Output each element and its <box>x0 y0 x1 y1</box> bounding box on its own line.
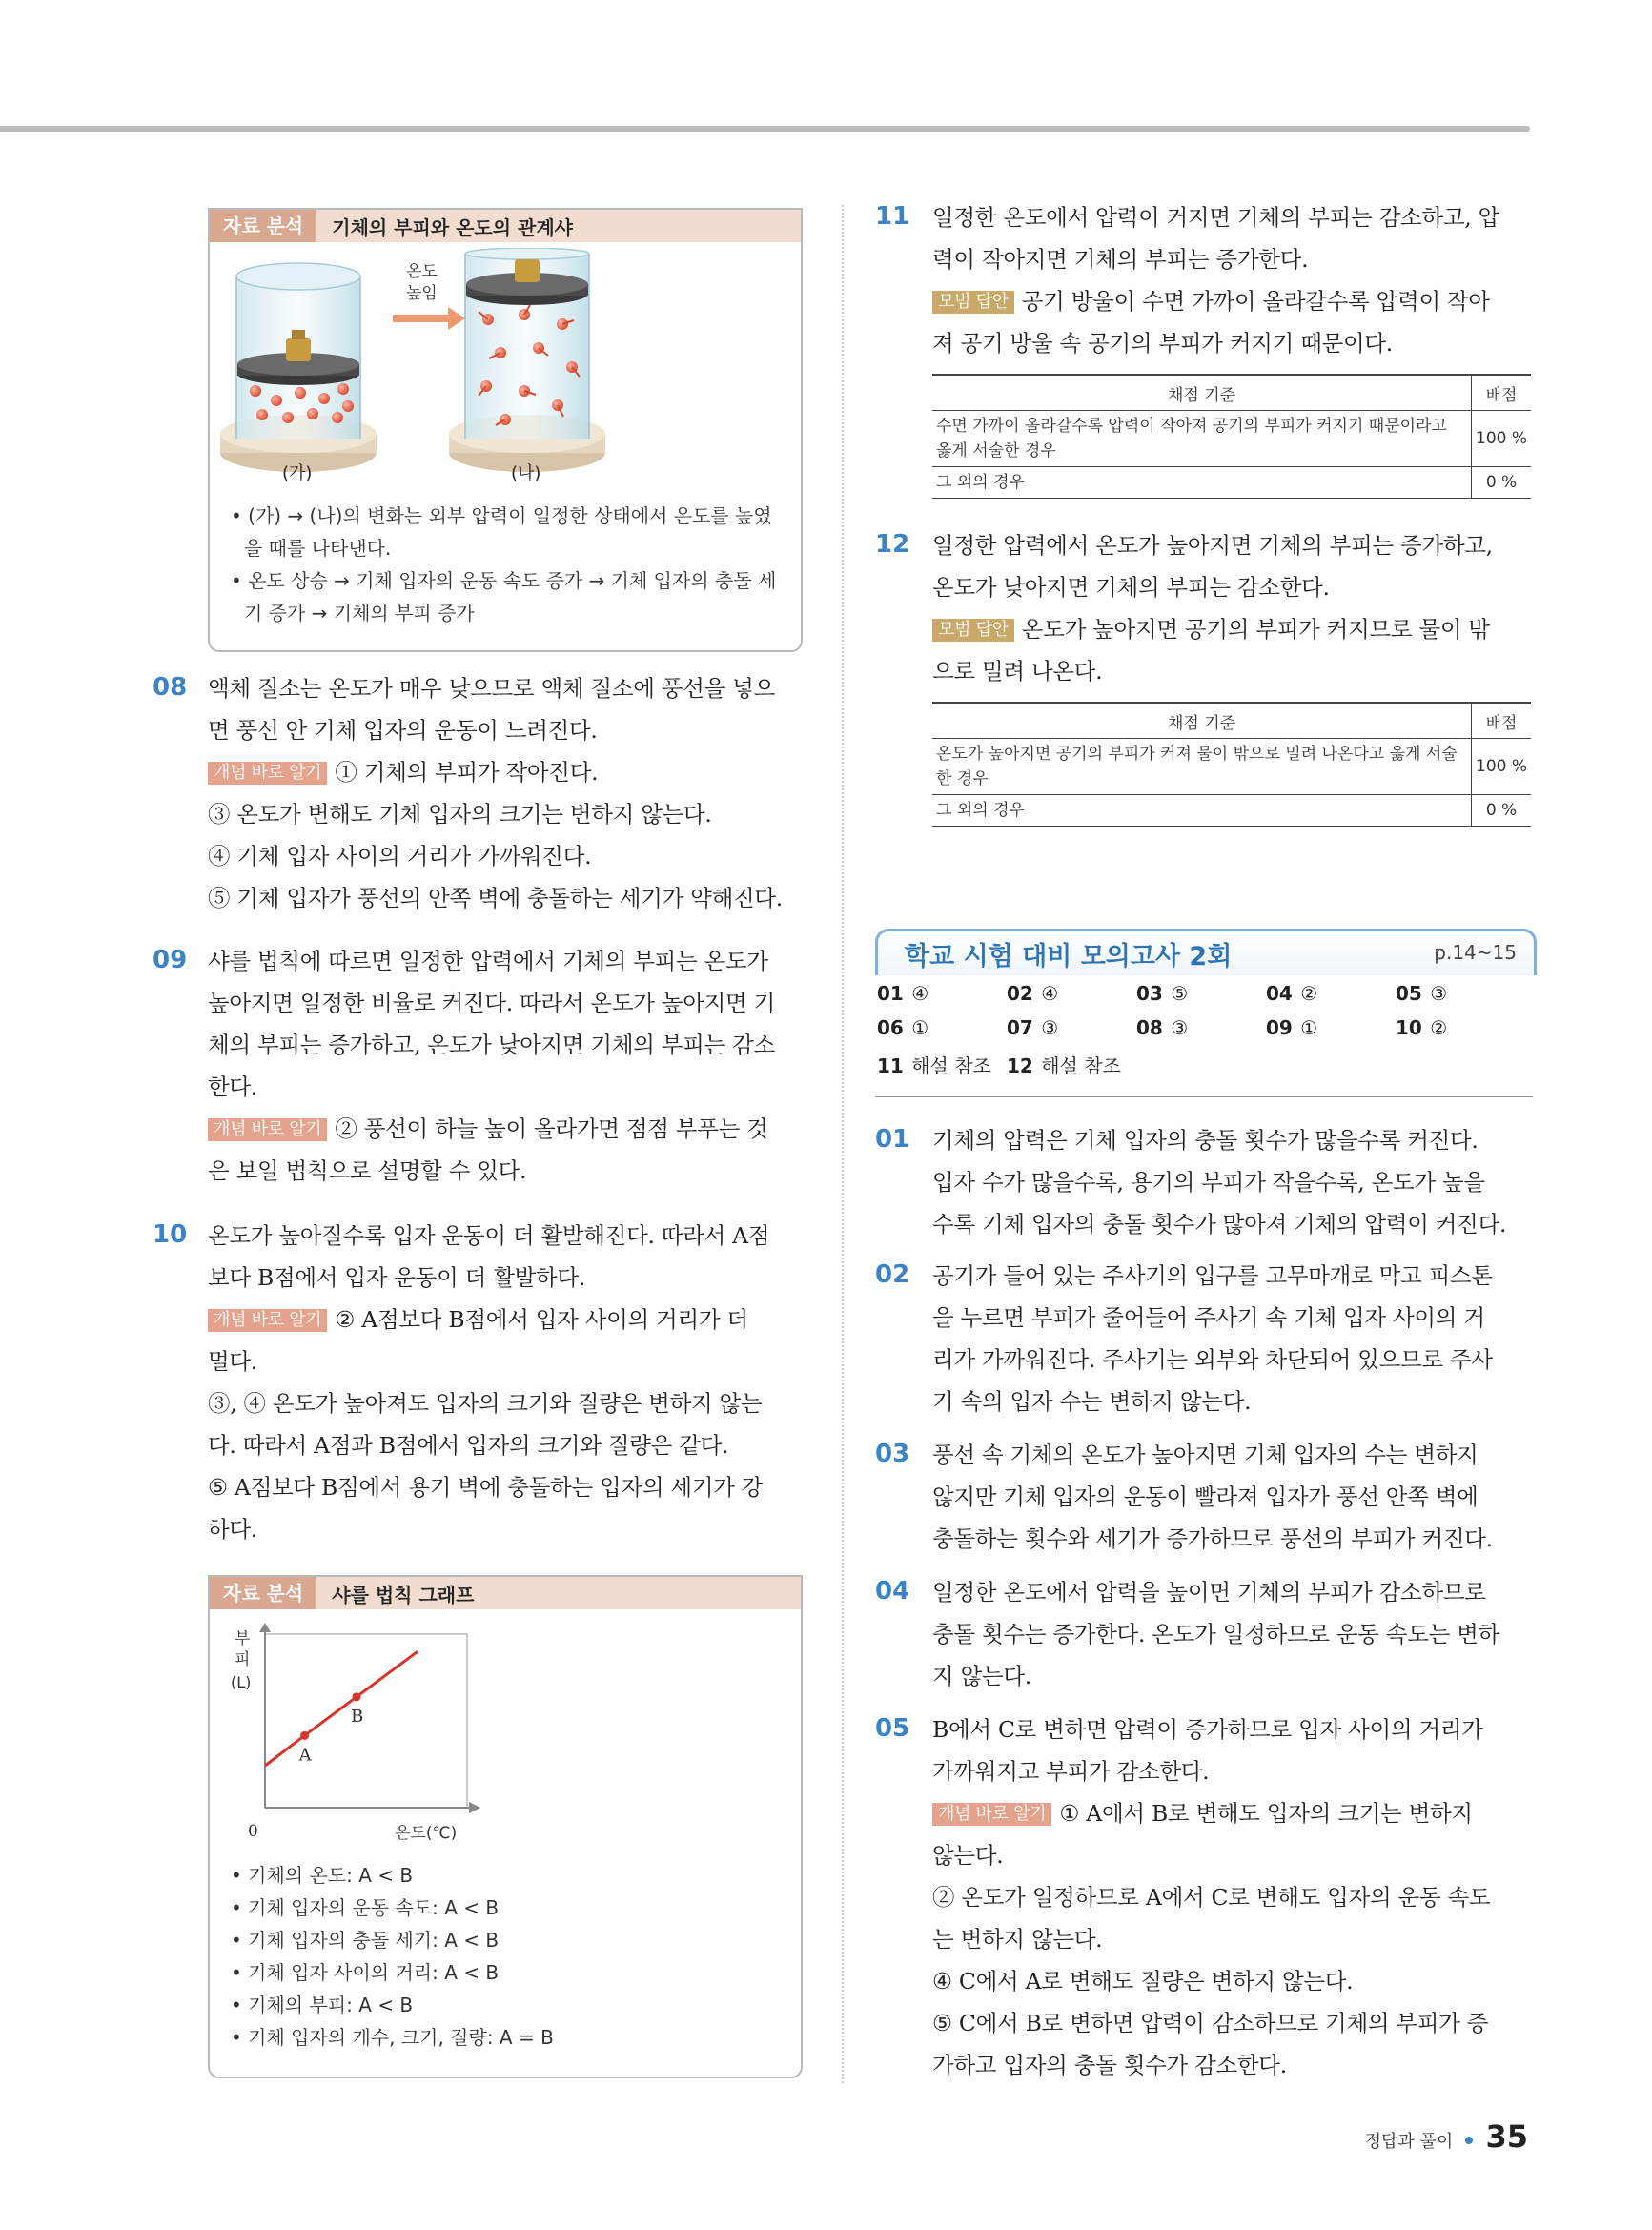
text-line: 공기가 들어 있는 주사기의 입구를 고무마개로 막고 피스톤 <box>932 1262 1493 1289</box>
criteria-header: 채점 기준 <box>932 375 1472 411</box>
model-answer-badge: 모범 답안 <box>932 619 1014 642</box>
answer-item <box>1136 1016 1188 1039</box>
question-number: 12 <box>875 530 910 559</box>
question-number: 02 <box>875 1260 910 1289</box>
concept-text: ② A점보다 B점에서 입자 사이의 거리가 더 <box>335 1306 748 1333</box>
concept-badge: 개념 바로 알기 <box>208 1309 327 1332</box>
answer-choice: 해설 참조 <box>911 1054 991 1077</box>
answer-item <box>877 982 928 1005</box>
text-line: 가까워지고 부피가 감소한다. <box>932 1758 1210 1785</box>
answer-choice: ⑤ <box>1171 982 1189 1005</box>
answer-num: 04 <box>1266 982 1293 1005</box>
data-point-a <box>300 1731 309 1740</box>
question-number: 11 <box>875 202 910 231</box>
right-arrow-icon <box>393 307 465 330</box>
answer-num: 06 <box>877 1016 904 1039</box>
bullet: • 기체의 온도: A < B <box>231 1864 414 1887</box>
text-line: 일정한 온도에서 압력이 커지면 기체의 부피는 감소하고, 압 <box>932 204 1499 231</box>
concept-badge: 개념 바로 알기 <box>932 1803 1051 1826</box>
data-point-b <box>353 1692 361 1701</box>
concept-text: 가하고 입자의 충돌 횟수가 감소한다. <box>932 2052 1287 2078</box>
text-line: 않지만 기체 입자의 운동이 빨라져 입자가 풍선 안쪽 벽에 <box>932 1483 1479 1510</box>
question-number: 08 <box>153 673 188 702</box>
concept-text: ② 온도가 일정하므로 A에서 C로 변해도 입자의 운동 속도 <box>932 1884 1491 1911</box>
footer-dot-icon <box>1465 2137 1473 2144</box>
model-text: 공기 방울이 수면 가까이 올라갈수록 압력이 작아 <box>1021 288 1490 315</box>
arrow-label-2: 높임 <box>406 284 438 303</box>
answer-num: 07 <box>1007 1016 1033 1039</box>
page-number: 35 <box>1485 2118 1528 2155</box>
y-label-3: (L) <box>231 1673 252 1691</box>
text-line: 입자 수가 많을수록, 용기의 부피가 작을수록, 온도가 높을 <box>932 1169 1485 1196</box>
question-number: 09 <box>153 946 188 974</box>
question-number: 05 <box>875 1714 910 1743</box>
model-line <box>932 280 1533 322</box>
text-line: 일정한 온도에서 압력을 높이면 기체의 부피가 감소하므로 <box>932 1579 1486 1606</box>
answer-item <box>1396 982 1447 1005</box>
model-text: 온도가 높아지면 공기의 부피가 커지므로 물이 밖 <box>1021 616 1490 643</box>
answer-item <box>877 1051 991 1078</box>
model-text: 져 공기 방울 속 공기의 부피가 커지기 때문이다. <box>932 330 1393 357</box>
grading-table-12 <box>932 702 1531 827</box>
concept-line <box>208 1108 804 1150</box>
question-number: 04 <box>875 1577 910 1606</box>
points-cell: 100 % <box>1472 739 1532 795</box>
concept-line <box>208 1299 804 1340</box>
concept-line <box>208 751 804 793</box>
concept-text: ① 기체의 부피가 작아진다. <box>335 759 599 786</box>
text-line: 일정한 압력에서 온도가 높아지면 기체의 부피는 증가하고, <box>932 532 1493 559</box>
question-08 <box>208 667 804 919</box>
answer-num: 11 <box>877 1054 904 1077</box>
label-ga: (가) <box>282 463 313 483</box>
criteria-header: 채점 기준 <box>932 703 1472 739</box>
bullet: • 온도 상승 → 기체 입자의 운동 속도 증가 → 기체 입자의 충돌 세기 증가 → 기체의 부피 증가 <box>231 569 777 624</box>
top-rule <box>0 126 1530 132</box>
question-09 <box>208 940 804 1192</box>
text-line: 충돌 횟수는 증가한다. 온도가 일정하므로 운동 속도는 변하 <box>932 1621 1499 1647</box>
point-label-b: B <box>351 1706 364 1727</box>
answer-choice: ④ <box>911 982 929 1005</box>
model-text: 으로 밀려 나온다. <box>932 658 1103 685</box>
concept-badge: 개념 바로 알기 <box>208 762 327 785</box>
section-title: 학교 시험 대비 모의고사 2회 <box>905 942 1233 972</box>
bullet: • (가) → (나)의 변화는 외부 압력이 일정한 상태에서 온도를 높였을 때를 나타낸다. <box>231 504 772 560</box>
model-line <box>932 608 1533 650</box>
section-pages: p.14~15 <box>1434 941 1517 964</box>
text-line: 리가 가까워진다. 주사기는 외부와 차단되어 있으므로 주사 <box>932 1346 1493 1373</box>
bullet: • 기체 입자 사이의 거리: A < B <box>231 1961 500 1984</box>
answer-num: 01 <box>877 982 904 1005</box>
answer-item <box>877 1016 928 1039</box>
concept-text: 않는다. <box>932 1842 1004 1869</box>
x-axis-arrow-icon <box>469 1802 480 1813</box>
answer-choice: ② <box>1430 1016 1448 1039</box>
text-line: 보다 B점에서 입자 운동이 더 활발하다. <box>208 1264 586 1291</box>
footer-label: 정답과 풀이 <box>1364 2132 1454 2152</box>
text-line: 기체의 압력은 기체 입자의 충돌 횟수가 많을수록 커진다. <box>932 1127 1479 1154</box>
explanation-03 <box>932 1434 1533 1560</box>
bullet: • 기체의 부피: A < B <box>231 1994 414 2016</box>
concept-text: ① A에서 B로 변해도 입자의 크기는 변하지 <box>1059 1800 1473 1827</box>
answer-num: 08 <box>1136 1016 1163 1039</box>
bullet: • 기체 입자의 운동 속도: A < B <box>231 1896 500 1919</box>
answer-item <box>1007 1016 1058 1039</box>
concept-text: ③ 온도가 변해도 기체 입자의 크기는 변하지 않는다. <box>208 801 712 828</box>
answer-choice: ④ <box>1041 982 1059 1005</box>
answer-num: 12 <box>1007 1054 1033 1077</box>
concept-text: 는 변하지 않는다. <box>932 1926 1103 1953</box>
y-label-1: 부 <box>235 1629 251 1648</box>
answer-num: 10 <box>1396 1016 1422 1039</box>
data-analysis-box-2 <box>208 1575 803 2078</box>
y-axis-arrow-icon <box>259 1623 271 1632</box>
grading-table-11 <box>932 374 1531 499</box>
text-line: 충돌하는 횟수와 세기가 증가하므로 풍선의 부피가 커진다. <box>932 1525 1493 1552</box>
text-line: 면 풍선 안 기체 입자의 운동이 느려진다. <box>208 717 598 744</box>
bullet: • 기체 입자의 개수, 크기, 질량: A = B <box>231 2026 554 2049</box>
column-divider <box>842 205 844 2083</box>
text-line: 지 않는다. <box>932 1663 1031 1689</box>
points-header: 배점 <box>1472 375 1532 411</box>
box-tag: 자료 분석 <box>210 210 316 242</box>
answer-choice: ② <box>1300 982 1318 1005</box>
answer-num: 03 <box>1136 982 1163 1005</box>
charles-law-graph <box>227 1621 513 1846</box>
question-11 <box>932 196 1533 364</box>
explanation-02 <box>932 1255 1533 1422</box>
text-line: 한다. <box>208 1074 257 1100</box>
origin-label: 0 <box>248 1822 258 1841</box>
box-header <box>210 210 801 242</box>
box-tag: 자료 분석 <box>210 1577 316 1609</box>
answer-choice: ③ <box>1430 982 1448 1005</box>
criteria-cell: 그 외의 경우 <box>932 467 1472 499</box>
text-line: 온도가 낮아지면 기체의 부피는 감소한다. <box>932 574 1330 601</box>
label-na: (나) <box>511 463 541 483</box>
concept-text: ⑤ 기체 입자가 풍선의 안쪽 벽에 충돌하는 세기가 약해진다. <box>208 885 783 911</box>
concept-text: ② 풍선이 하늘 높이 올라가면 점점 부푸는 것 <box>335 1115 768 1142</box>
section-rule <box>875 1096 1533 1097</box>
concept-text: ⑤ C에서 B로 변하면 압력이 감소하므로 기체의 부피가 증 <box>932 2010 1489 2036</box>
question-10 <box>208 1215 804 1550</box>
answer-choice: ③ <box>1041 1016 1059 1039</box>
answer-num: 02 <box>1007 982 1033 1005</box>
points-cell: 0 % <box>1472 467 1532 499</box>
answer-num: 09 <box>1266 1016 1293 1039</box>
cylinder-ga <box>220 263 377 472</box>
text-line: 기 속의 입자 수는 변하지 않는다. <box>932 1388 1252 1415</box>
question-number: 10 <box>153 1220 188 1249</box>
box-header <box>210 1577 801 1609</box>
data-analysis-box-1 <box>208 208 803 652</box>
text-line: 액체 질소는 온도가 매우 낮으므로 액체 질소에 풍선을 넣으 <box>208 675 775 702</box>
answer-item <box>1266 982 1317 1005</box>
explanation-04 <box>932 1571 1533 1697</box>
cylinder-na <box>449 248 605 472</box>
answer-item <box>1266 1016 1317 1039</box>
concept-text: ④ 기체 입자 사이의 거리가 가까워진다. <box>208 843 592 869</box>
text-line: 풍선 속 기체의 온도가 높아지면 기체 입자의 수는 변하지 <box>932 1442 1479 1468</box>
box-title: 기체의 부피와 온도의 관계샤 <box>332 215 573 239</box>
answer-choice: 해설 참조 <box>1041 1054 1121 1077</box>
y-label-2: 피 <box>235 1650 251 1669</box>
x-label: 온도(℃) <box>395 1824 458 1843</box>
text-line: 력이 작아지면 기체의 부피는 증가한다. <box>932 246 1309 273</box>
concept-text: 은 보일 법칙으로 설명할 수 있다. <box>208 1157 527 1184</box>
point-label-a: A <box>298 1745 312 1766</box>
concept-text: 하다. <box>208 1516 257 1543</box>
cylinder-illustration <box>210 248 797 496</box>
question-12 <box>932 524 1533 692</box>
model-answer-badge: 모범 답안 <box>932 291 1014 314</box>
answer-item <box>1136 982 1188 1005</box>
concept-badge: 개념 바로 알기 <box>208 1118 327 1141</box>
explanation-01 <box>932 1119 1533 1245</box>
question-number: 01 <box>875 1125 910 1154</box>
text-line: 수록 기체 입자의 충돌 횟수가 많아져 기체의 압력이 커진다. <box>932 1211 1507 1238</box>
arrow-label-1: 온도 <box>406 262 438 281</box>
criteria-cell: 온도가 높아지면 공기의 부피가 커져 물이 밖으로 밀려 나온다고 옳게 서술한 경우 <box>932 739 1472 795</box>
text-line: 체의 부피는 증가하고, 온도가 낮아지면 기체의 부피는 감소 <box>208 1032 775 1058</box>
box1-bullets <box>231 500 784 629</box>
series-line <box>265 1651 418 1766</box>
answer-item <box>1007 1051 1121 1078</box>
explanation-05 <box>932 1708 1533 2086</box>
answer-choice: ③ <box>1171 1016 1189 1039</box>
points-header: 배점 <box>1472 703 1532 739</box>
points-cell: 0 % <box>1472 795 1532 827</box>
plot-frame <box>265 1634 467 1808</box>
text-line: 높아지면 일정한 비율로 커진다. 따라서 온도가 높아지면 기 <box>208 990 775 1016</box>
points-cell: 100 % <box>1472 411 1532 467</box>
concept-text: ⑤ A점보다 B점에서 용기 벽에 충돌하는 입자의 세기가 강 <box>208 1474 764 1501</box>
text-line: 을 누르면 부피가 줄어들어 주사기 속 기체 입자 사이의 거 <box>932 1304 1485 1331</box>
answer-item <box>1396 1016 1447 1039</box>
answer-choice: ① <box>1300 1016 1318 1039</box>
box2-bullets <box>231 1859 784 2054</box>
concept-text: ③, ④ 온도가 높아져도 입자의 크기와 질량은 변하지 않는 <box>208 1390 763 1417</box>
text-line: 온도가 높아질수록 입자 운동이 더 활발해진다. 따라서 A점 <box>208 1222 770 1249</box>
concept-text: 다. 따라서 A점과 B점에서 입자의 크기와 질량은 같다. <box>208 1432 729 1459</box>
answer-num: 05 <box>1396 982 1422 1005</box>
page-footer <box>1365 2118 1528 2155</box>
concept-text: 멀다. <box>208 1348 257 1375</box>
concept-text: ④ C에서 A로 변해도 질량은 변하지 않는다. <box>932 1968 1354 1995</box>
answer-item <box>1007 982 1058 1005</box>
section-header <box>875 929 1537 975</box>
answer-choice: ① <box>911 1016 929 1039</box>
bullet: • 기체 입자의 충돌 세기: A < B <box>231 1929 500 1952</box>
question-number: 03 <box>875 1440 910 1468</box>
box-title: 샤를 법칙 그래프 <box>332 1583 475 1606</box>
concept-line <box>932 1792 1533 1834</box>
criteria-cell: 수면 가까이 올라갈수록 압력이 작아져 공기의 부피가 커지기 때문이라고 옳게 서술한 경우 <box>932 411 1472 467</box>
criteria-cell: 그 외의 경우 <box>932 795 1472 827</box>
text-line: 샤를 법칙에 따르면 일정한 압력에서 기체의 부피는 온도가 <box>208 948 768 974</box>
text-line: B에서 C로 변하면 압력이 증가하므로 입자 사이의 거리가 <box>932 1716 1483 1743</box>
